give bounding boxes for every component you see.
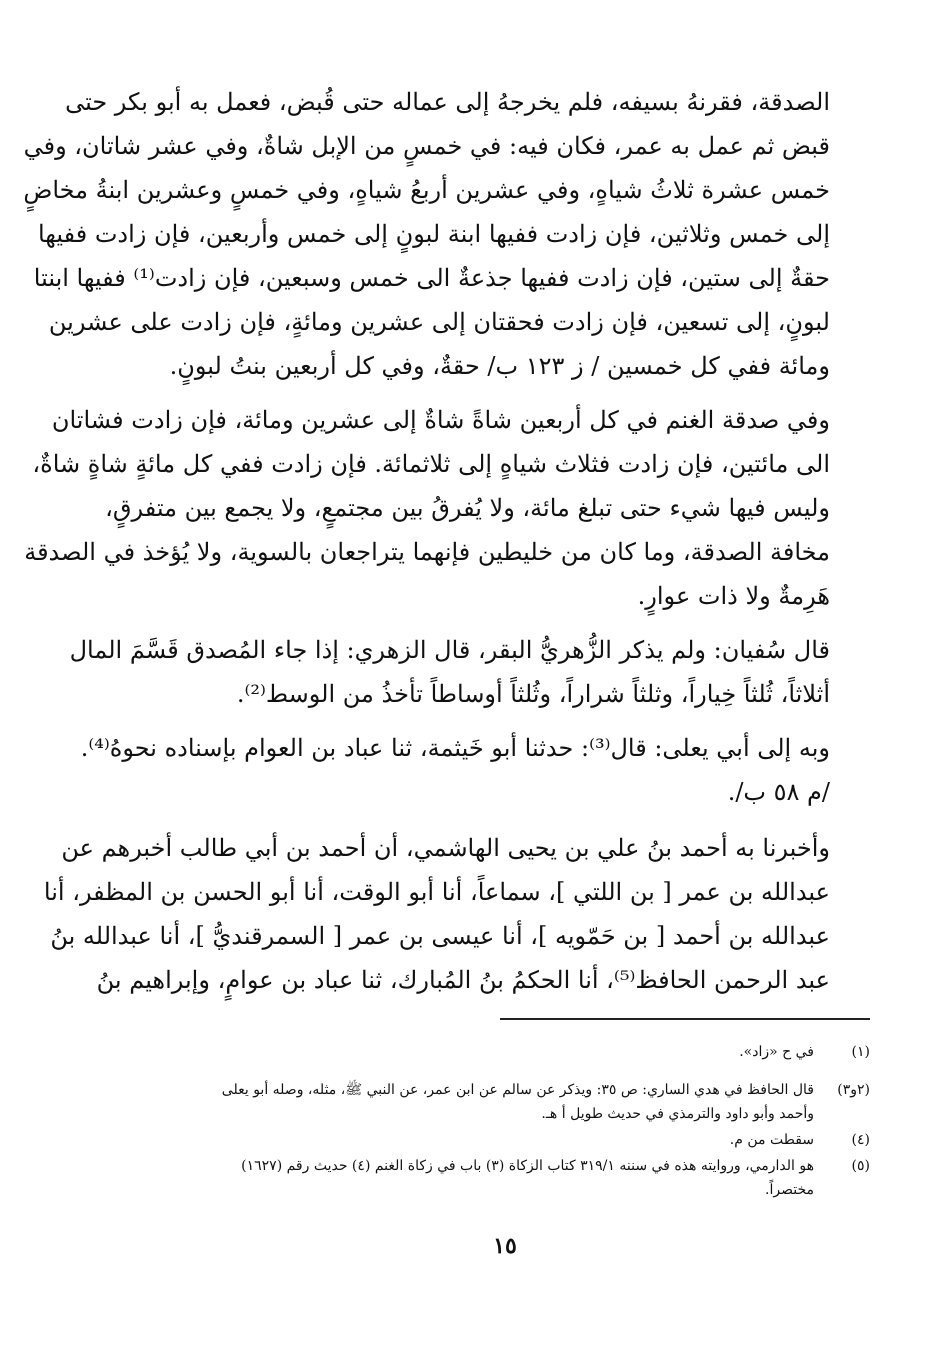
footnote-text: مختصراً. bbox=[765, 1182, 814, 1198]
footnote-number: (٤) bbox=[851, 1132, 870, 1148]
text-line: قبض ثم عمل به عمر، فكان فيه: في خمسٍ من الإبل شاةٌ، وفي عشر شاتان، وفي bbox=[23, 132, 830, 160]
text-line: وبه إلى أبي يعلى: قال⁽³⁾: حدثنا أبو خَيثمة، ثنا عباد بن العوام بإسناده نحوهُ⁽⁴⁾. bbox=[80, 734, 830, 762]
footnote-text: قال الحافظ في هدي الساري: ص ٣٥: ويذكر عن سالم عن ابن عمر، عن النبي ﷺ، مثله، وصله أبو يعلى bbox=[221, 1082, 814, 1098]
footnote bbox=[120, 1102, 870, 1126]
text-line: إلى خمس وثلاثين، فإن زادت ففيها ابنة لبونٍ إلى خمس وأربعين، فإن زادت ففيها bbox=[37, 220, 830, 248]
text-line: خمس عشرة ثلاثُ شياهٍ، وفي عشرين أربعُ شياهٍ، وفي خمسٍ وعشرين ابنةُ مخاضٍ bbox=[23, 176, 830, 204]
text-line: عبدالله بن أحمد [ بن حَمّويه ]، أنا عيسى بن عمر [ السمرقنديُّ ]، أنا عبدالله بنُ bbox=[50, 922, 830, 950]
text-line: الصدقة، فقرنهُ بسيفه، فلم يخرجهُ إلى عماله حتى قُبض، فعمل به أبو بكر حتى bbox=[65, 88, 830, 116]
text-line: الى مائتين، فإن زادت فثلاث شياهٍ إلى ثلاثمائة. فإن زادت ففي كل مائةٍ شاةٍ شاةٌ، bbox=[32, 450, 830, 478]
text-line: /م ٥٨ ب/. bbox=[727, 778, 830, 806]
text-line: ومائة ففي كل خمسين / ز ١٢٣ ب/ حقةٌ، وفي كل أربعين بنتُ لبونٍ. bbox=[169, 352, 830, 380]
text-line: عبد الرحمن الحافظ⁽⁵⁾، أنا الحكمُ بنُ المُبارك، ثنا عباد بن عوامٍ، وإبراهيم بنُ bbox=[96, 966, 830, 994]
footnote bbox=[120, 1128, 870, 1152]
text-line: حقةٌ إلى ستين، فإن زادت ففيها جذعةٌ الى خمس وسبعين، فإن زادت⁽¹⁾ ففيها ابنتا bbox=[33, 264, 830, 292]
footnote-text: وأحمد وأبو داود والترمذي في حديث طويل أ هـ. bbox=[541, 1106, 814, 1122]
text-line: وأخبرنا به أحمد بنُ علي بن يحيى الهاشمي، أن أحمد بن أبي طالب أخبرهم عن bbox=[61, 834, 830, 862]
text-line: وفي صدقة الغنم في كل أربعين شاةً شاةٌ إلى عشرين ومائة، فإن زادت فشاتان bbox=[51, 406, 830, 434]
footnote-number: (٥) bbox=[851, 1158, 870, 1174]
footnote bbox=[120, 1154, 870, 1178]
text-line: عبدالله بن عمر [ بن اللتي ]، سماعاً، أنا أبو الوقت، أنا أبو الحسن بن المظفر، أنا bbox=[43, 878, 830, 906]
main-text bbox=[23, 82, 830, 1022]
text-line: هَرِمةٌ ولا ذات عوارٍ. bbox=[637, 582, 830, 610]
text-line: أثلاثاً، ثُلثاً خِياراً، وثلثاً شراراً، وثُلثاً أوساطاً تأخذُ من الوسط⁽²⁾. bbox=[236, 680, 830, 708]
footnote bbox=[120, 1178, 870, 1202]
page-number: ١٥ bbox=[493, 1233, 517, 1259]
text-line: لبونٍ، إلى تسعين، فإن زادت فحقتان إلى عشرين ومائةٍ، فإن زادت على عشرين bbox=[48, 308, 830, 336]
footnote-separator bbox=[500, 1018, 870, 1020]
footnotes bbox=[120, 1040, 870, 1215]
footnote-text: في ح «زاد». bbox=[739, 1044, 814, 1060]
text-line: مخافة الصدقة، وما كان من خليطين فإنهما يتراجعان بالسوية، ولا يُؤخذ في الصدقة bbox=[24, 538, 830, 566]
footnote-number: (٢و٣) bbox=[837, 1082, 870, 1098]
footnote bbox=[120, 1040, 870, 1064]
footnote-text: هو الدارمي، وروايته هذه في سننه ٣١٩/١ كتاب الزكاة (٣) باب في زكاة الغنم (٤) حديث رقم (١٦٢٧) bbox=[241, 1158, 814, 1174]
text-line: وليس فيها شيء حتى تبلغ مائة، ولا يُفرقُ بين مجتمعٍ، ولا يجمع بين متفرقٍ، bbox=[105, 494, 830, 522]
footnote bbox=[120, 1078, 870, 1102]
footnote-number: (١) bbox=[851, 1044, 870, 1060]
text-line: قال سُفيان: ولم يذكر الزُّهريُّ البقر، قال الزهري: إذا جاء المُصدق قَسَّمَ المال bbox=[69, 636, 830, 664]
footnote-text: سقطت من م. bbox=[729, 1132, 814, 1148]
